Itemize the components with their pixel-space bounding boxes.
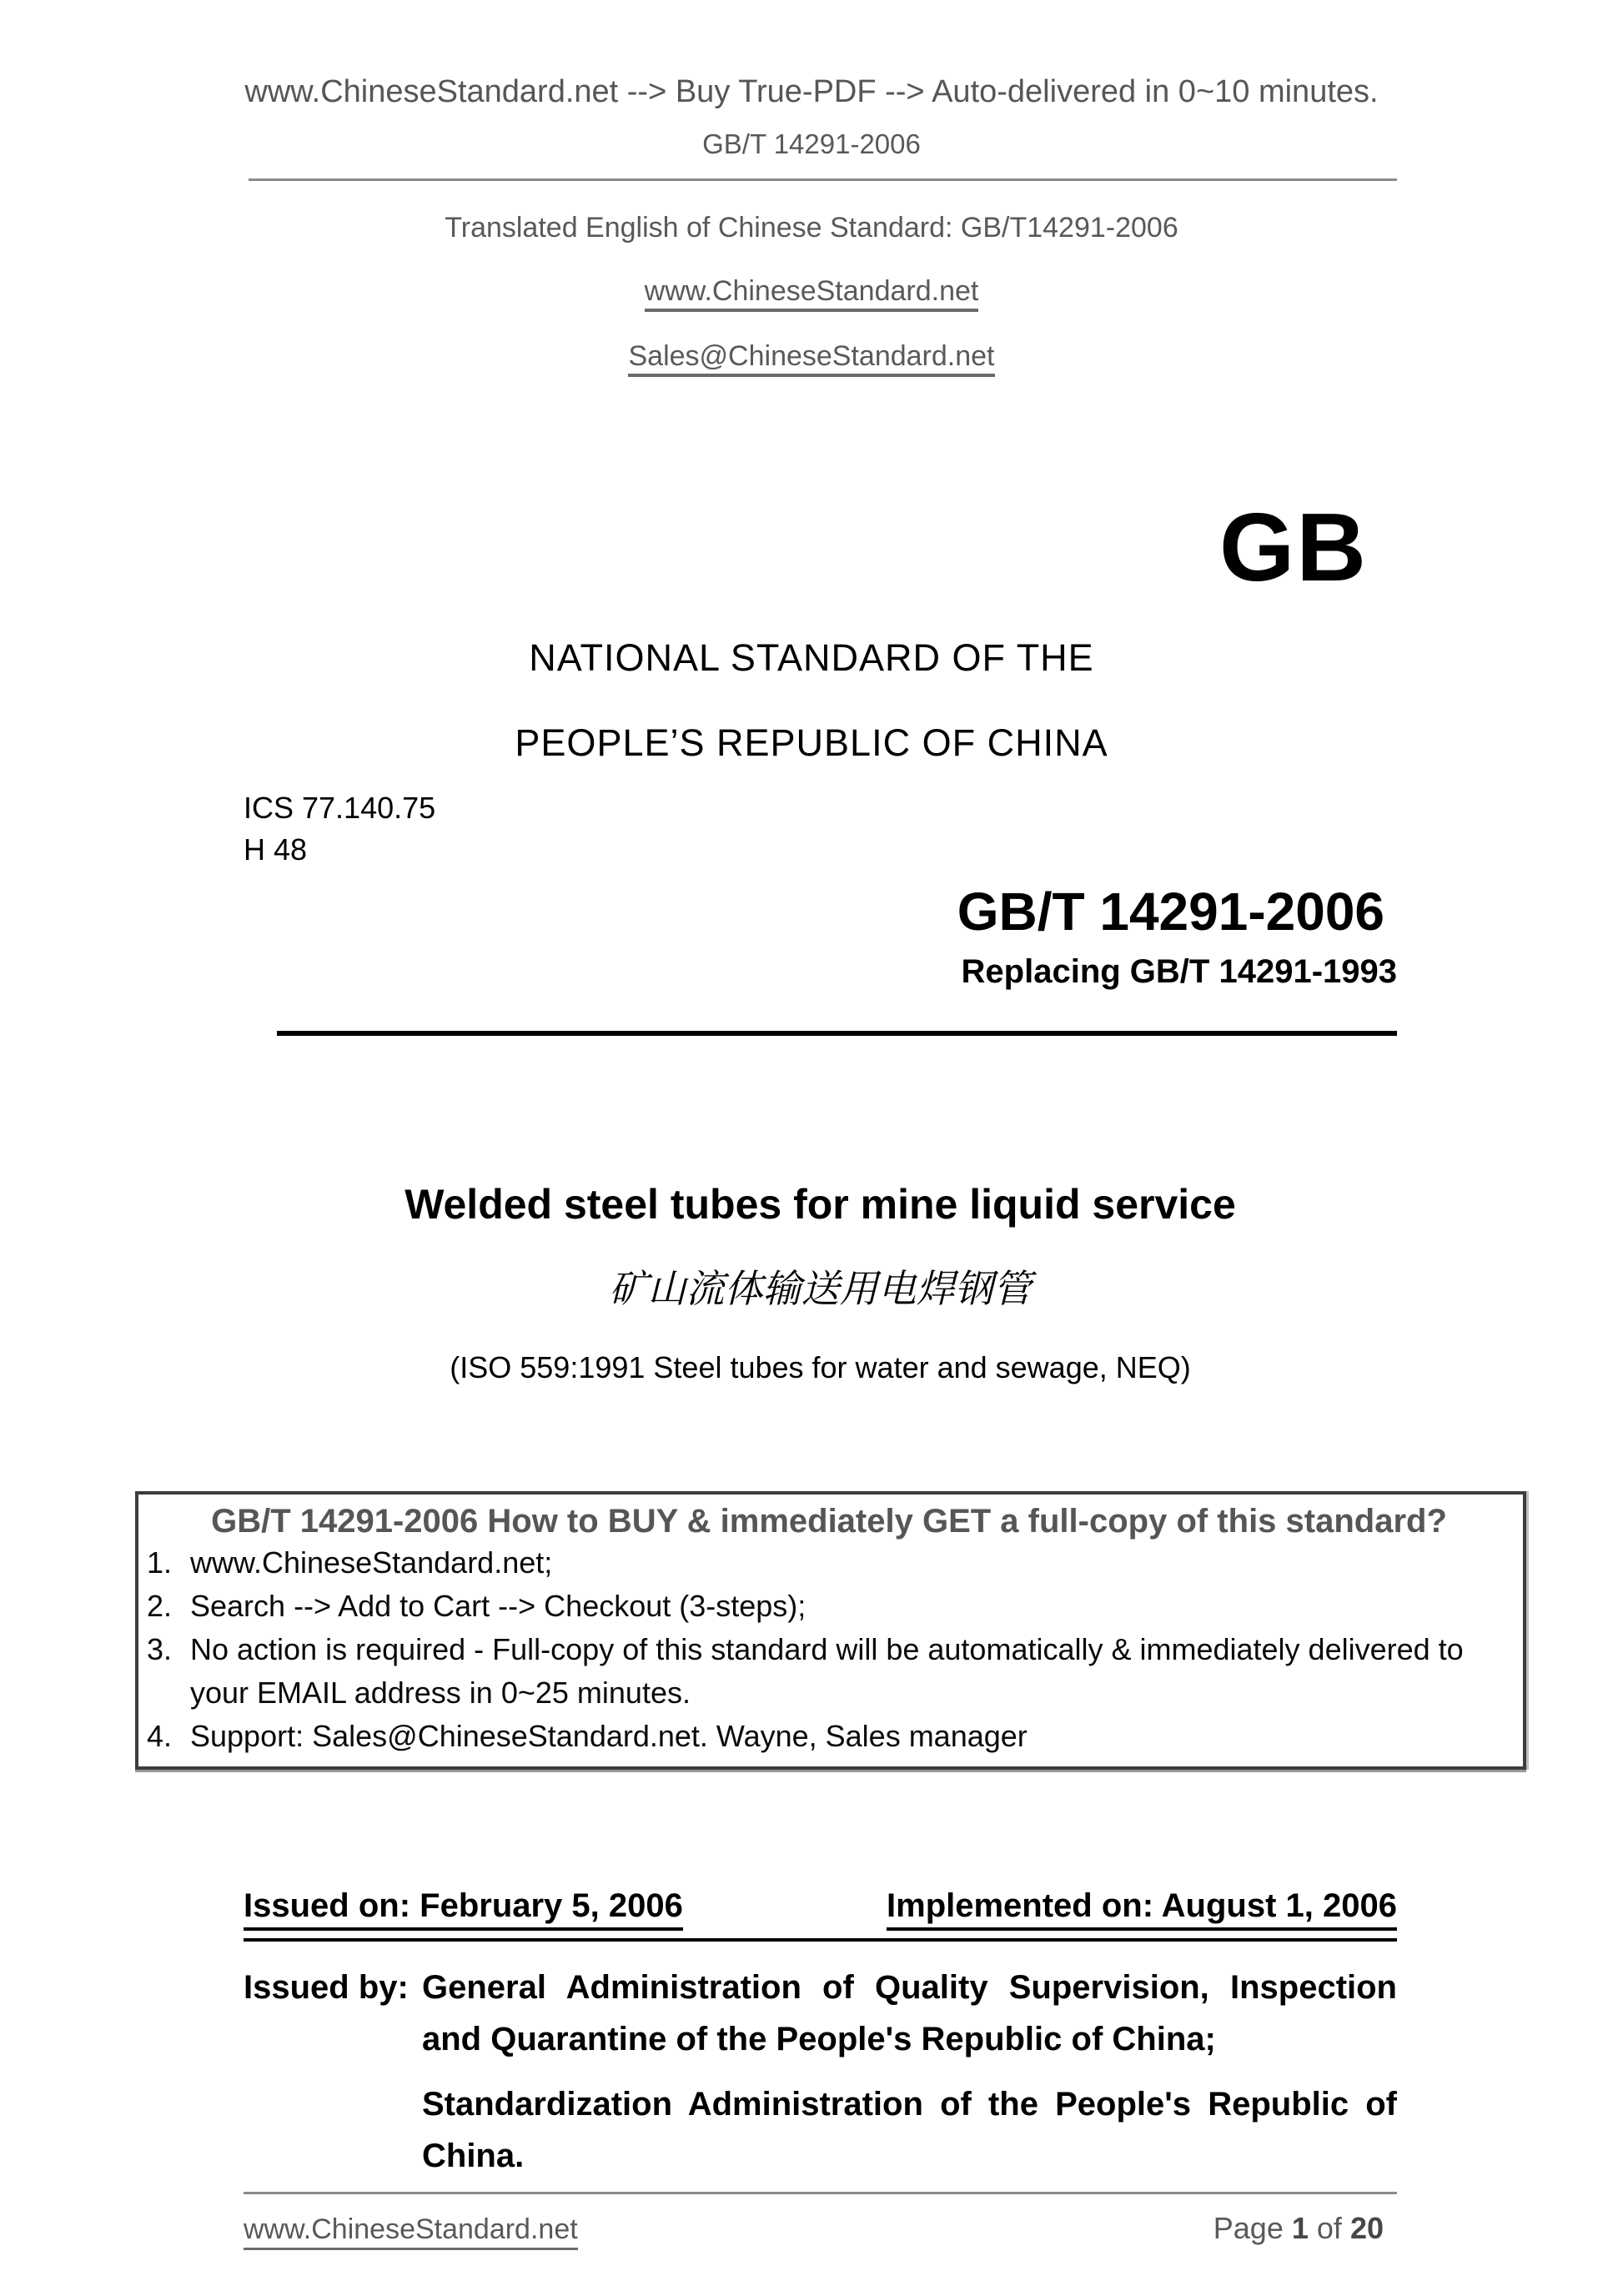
list-item [147, 1628, 1511, 1715]
issued-date: Issued on: February 5, 2006 [244, 1887, 683, 1931]
replacing-note: Replacing GB/T 14291-1993 [961, 953, 1397, 990]
standard-code: GB/T 14291-2006 [957, 882, 1384, 942]
implemented-date: Implemented on: August 1, 2006 [887, 1887, 1397, 1931]
list-item-text: Support: Sales@ChineseStandard.net. Wayne, Sales manager [190, 1719, 1028, 1753]
page-current: 1 [1291, 2211, 1309, 2245]
lower-content-area [244, 1887, 1397, 2182]
list-item-number: 3. [147, 1632, 173, 1666]
buy-info-box [135, 1491, 1526, 1770]
list-item-number: 2. [147, 1589, 173, 1623]
h-class-code: H 48 [244, 832, 308, 867]
email-link-row [0, 339, 1623, 377]
issuer-block [244, 1962, 1397, 2182]
translated-line: Translated English of Chinese Standard: GB/T14291-2006 [445, 212, 1178, 244]
footer-divider [244, 2192, 1397, 2194]
issuer-label: Issued by: [244, 1969, 409, 2006]
list-item-number: 4. [147, 1719, 173, 1753]
header-doc-code: GB/T 14291-2006 [702, 128, 921, 159]
footer-site-link[interactable]: www.ChineseStandard.net [244, 2213, 578, 2250]
national-standard-line1: NATIONAL STANDARD OF THE [529, 636, 1094, 679]
national-standard-line2: PEOPLE’S REPUBLIC OF CHINA [515, 721, 1108, 764]
page-word: Page [1213, 2211, 1284, 2245]
page-number [1213, 2211, 1397, 2246]
buy-box-header: GB/T 14291-2006 How to BUY & immediately GET a full-copy of this standard? [211, 1503, 1447, 1540]
ics-code: ICS 77.140.75 [244, 791, 436, 825]
email-link[interactable]: Sales@ChineseStandard.net [628, 339, 994, 377]
header-promo-line: www.ChineseStandard.net --> Buy True-PDF --> Auto-delivered in 0~10 minutes. [244, 74, 1379, 109]
footer [244, 2211, 1397, 2250]
page-total: 20 [1349, 2211, 1384, 2245]
list-item [147, 1585, 1511, 1628]
content-area [244, 787, 1397, 1386]
site-link-row [0, 274, 1623, 312]
issuer-org-1: General Administration of Quality Supervision, Inspection and Quarantine of the People's Republic of China; [422, 1969, 1397, 2057]
classification-block [244, 787, 1397, 871]
gb-logo: GB [1219, 493, 1368, 601]
issuer-organizations [422, 1962, 1397, 2182]
iso-equivalence-note: (ISO 559:1991 Steel tubes for water and sewage, NEQ) [450, 1350, 1191, 1384]
list-item-text: www.ChineseStandard.net; [190, 1545, 553, 1580]
list-item-text: No action is required - Full-copy of this standard will be automatically & immediately delivered to your EMAIL address in 0~25 minutes. [190, 1632, 1464, 1710]
list-item [147, 1541, 1511, 1585]
standard-title-cn: 矿山流体输送用电焊钢管 [609, 1268, 1032, 1310]
list-item [147, 1715, 1511, 1758]
list-item-text: Search --> Add to Cart --> Checkout (3-steps); [190, 1589, 806, 1623]
issuer-org-2: Standardization Administration of the People's Republic of China. [422, 2086, 1397, 2174]
list-item-number: 1. [147, 1545, 173, 1580]
standard-title-en: Welded steel tubes for mine liquid service [404, 1181, 1236, 1228]
site-link[interactable]: www.ChineseStandard.net [645, 274, 979, 312]
dates-row [244, 1887, 1397, 1942]
of-word: of [1316, 2211, 1342, 2245]
header-divider [249, 178, 1397, 181]
thick-divider [277, 1031, 1397, 1036]
